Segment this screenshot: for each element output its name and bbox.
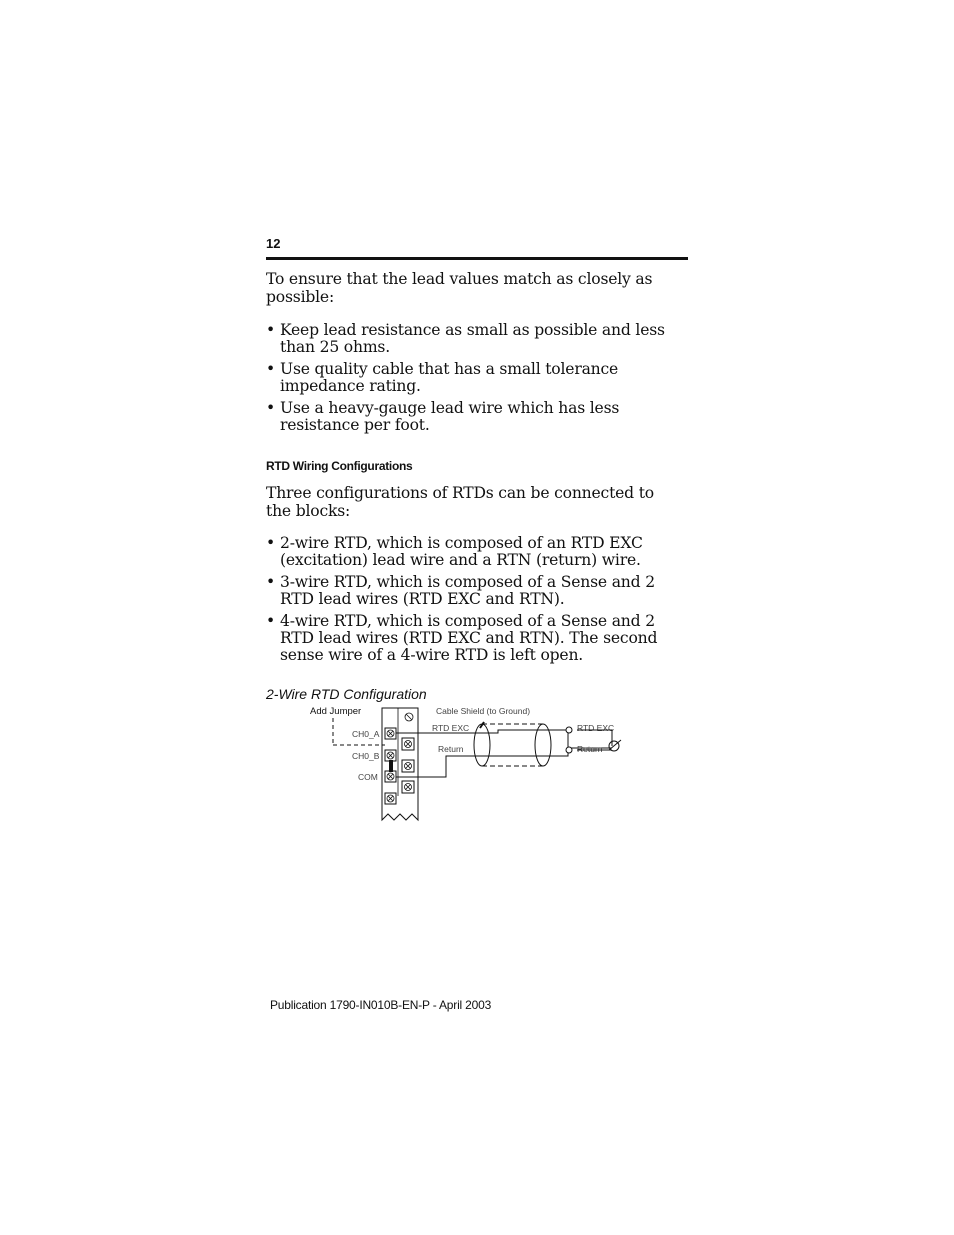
list-item: • 2-wire RTD, which is composed of an RTD EXC (excitation) lead wire and a RTN (return) wire. bbox=[266, 534, 643, 569]
rtd-exc-label-right: RTD EXC bbox=[577, 723, 615, 733]
add-jumper-label: Add Jumper bbox=[310, 706, 362, 717]
jumper-bar bbox=[389, 760, 393, 772]
screw-terminal-com bbox=[385, 771, 396, 782]
section-intro: Three configurations of RTDs can be connected to the blocks: bbox=[266, 484, 654, 520]
screw-terminal bbox=[402, 781, 414, 793]
figure-caption: 2-Wire RTD Configuration bbox=[266, 686, 427, 702]
page-number: 12 bbox=[266, 236, 281, 251]
list-item: • 4-wire RTD, which is composed of a Sense and 2 RTD lead wires (RTD EXC and RTN). The second sense wire of a 4-wire RTD is left open. bbox=[266, 612, 658, 664]
header-rule bbox=[266, 257, 688, 260]
section-heading: RTD Wiring Configurations bbox=[266, 459, 413, 473]
wiring-diagram bbox=[290, 700, 640, 828]
lead-bullet-list bbox=[266, 322, 686, 439]
screw-terminal bbox=[385, 793, 396, 804]
shield-ground-mark bbox=[480, 722, 484, 728]
config-bullet-list bbox=[266, 535, 686, 669]
cable-shield-left bbox=[474, 724, 490, 766]
terminal-label-com: COM bbox=[358, 772, 378, 782]
terminal-label-ch0-a: CH0_A bbox=[352, 729, 380, 739]
list-item: • Use a heavy-gauge lead wire which has less resistance per foot. bbox=[266, 399, 620, 434]
publication-footer: Publication 1790-IN010B-EN-P - April 2003 bbox=[270, 998, 492, 1012]
list-item: • Keep lead resistance as small as possible and less than 25 ohms. bbox=[266, 321, 665, 356]
screw-terminal-ch0-a bbox=[385, 728, 396, 739]
return-label-left: Return bbox=[438, 744, 464, 754]
intro-paragraph: To ensure that the lead values match as closely as possible: bbox=[266, 270, 653, 306]
connection-point bbox=[566, 727, 572, 733]
screw-terminal bbox=[402, 738, 414, 750]
list-item: • Use quality cable that has a small tolerance impedance rating. bbox=[266, 360, 619, 395]
return-label-right: Return bbox=[577, 744, 603, 754]
screw-terminal-ch0-b bbox=[385, 750, 396, 761]
rtd-exc-label-left: RTD EXC bbox=[432, 723, 470, 733]
cable-shield-label: Cable Shield (to Ground) bbox=[436, 706, 531, 716]
return-wire bbox=[396, 748, 568, 777]
connection-point bbox=[566, 747, 572, 753]
screw-terminal bbox=[402, 760, 414, 772]
terminal-label-ch0-b: CH0_B bbox=[352, 751, 380, 761]
list-item: • 3-wire RTD, which is composed of a Sense and 2 RTD lead wires (RTD EXC and RTN). bbox=[266, 573, 655, 608]
